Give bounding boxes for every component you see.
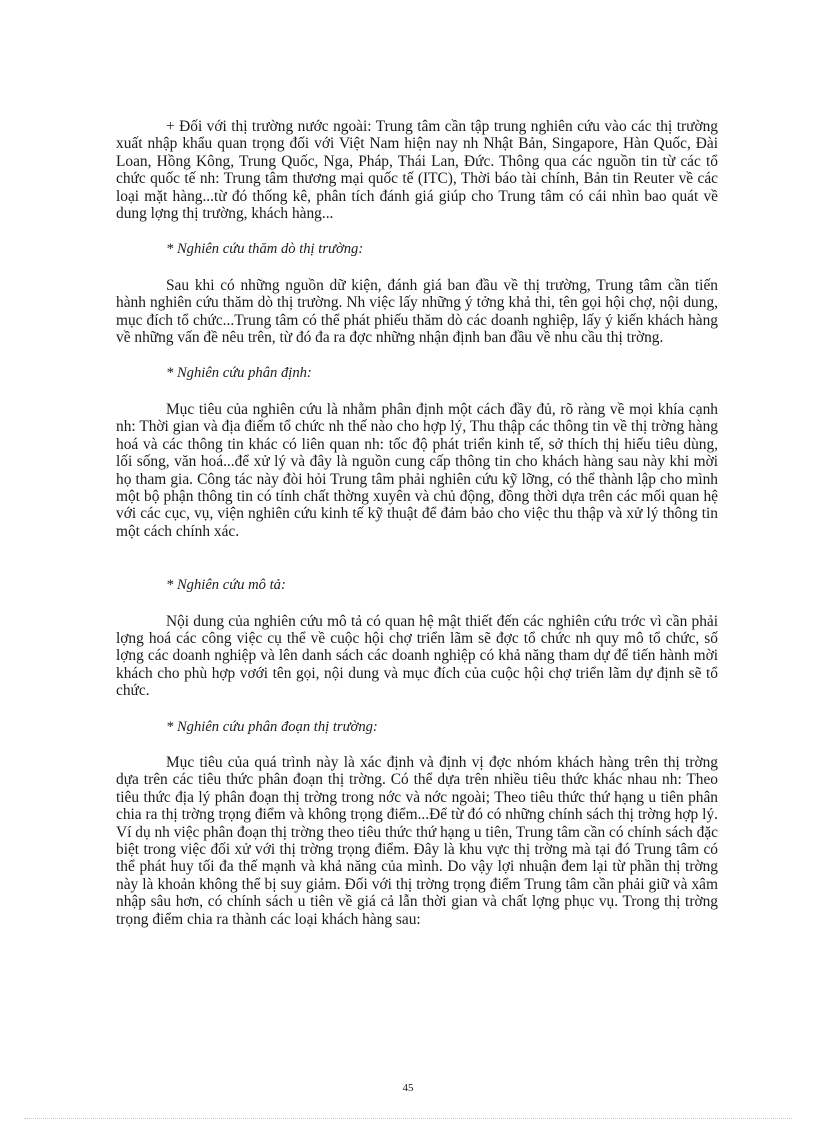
heading-definition-research: * Nghiên cứu phân định:	[166, 365, 312, 382]
bottom-dotted-rule	[24, 1118, 792, 1119]
paragraph-exploratory-research: Sau khi có những nguồn dữ kiện, đánh giá ban đầu về thị trường, Trung tâm cần tiến hành nghiên cứu thăm dò thị trường. Nh việc lấy những ý tởng khả thi, tên gọi hội chợ, nội dung, mục đích tổ chức...Trung tâm có thể phát phiếu thăm dò các doanh nghiệp, lấy ý kiến khách hàng về những vấn đề nêu trên, từ đó đa ra đợc những nhận định ban đầu về nhu cầu thị trờng.	[116, 276, 718, 347]
heading-segmentation-research: * Nghiên cứu phân đoạn thị trường:	[166, 718, 378, 735]
paragraph-segmentation-research: Mục tiêu của quá trình này là xác định và định vị đợc nhóm khách hàng trên thị trờng dựa trên các tiêu thức phân đoạn thị trờng. Có thể dựa trên nhiều tiêu thức khác nhau nh: Theo tiêu thức địa lý phân đoạn thị trờng trong nớc và nớc ngoài; Theo tiêu thức thứ hạng u tiên phân chia ra thị trờng trọng điểm và không trọng điểm...Để từ đó có những chính sách thị trờng hợp lý. Ví dụ nh việc phân đoạn thị trờng theo tiêu thức thứ hạng u tiên, Trung tâm cần có chính sách đặc biệt trong việc đối xử với thị trờng trọng điểm. Đây là khu vực thị trờng mà tại đó Trung tâm có thể phát huy tối đa thế mạnh và khả năng của mình. Do vậy lợi nhuận đem lại từ phần thị trờng này là khoản không thể bị suy giảm. Đối với thị trờng trọng điểm Trung tâm cần phải giữ và xâm nhập sâu hơn, có chính sách u tiên về giá cả lẫn thời gian và chất lợng phục vụ. Trong thị trờng trọng điểm chia ra thành các loại khách hàng sau:	[116, 753, 718, 928]
heading-descriptive-research: * Nghiên cứu mô tả:	[166, 577, 286, 594]
page-number: 45	[402, 1082, 414, 1094]
heading-exploratory-research: * Nghiên cứu thăm dò thị trường:	[166, 241, 364, 258]
spacer	[116, 540, 718, 558]
paragraph-definition-research: Mục tiêu của nghiên cứu là nhằm phân định một cách đầy đủ, rõ ràng về mọi khía cạnh nh: Thời gian và địa điểm tổ chức nh thế nào cho hợp lý, Thu thập các thông tin về thị trờng hàng hoá và các thông tin khác có liên quan nh: tốc độ phát triển kinh tế, sở thích thị hiếu tiêu dùng, lối sống, văn hoá...để xử lý và đây là nguồn cung cấp thông tin cho khách hàng sau này khi mời họ tham gia. Công tác này đòi hỏi Trung tâm phải nghiên cứu kỹ lỡng, có thể thành lập cho mình một bộ phận thông tin có tính chất thờng xuyên và chủ động, đồng thời dựa trên các mối quan hệ với các cục, vụ, viện nghiên cứu kinh tế kỹ thuật để đảm bảo cho việc thu thập và xử lý thông tin một cách chính xác.	[116, 400, 718, 540]
page-body	[116, 118, 718, 928]
paragraph-descriptive-research: Nội dung của nghiên cứu mô tả có quan hệ mật thiết đến các nghiên cứu trớc vì cần phải lợng hoá các công việc cụ thể về cuộc hội chợ triển lãm sẽ đợc tổ chức nh quy mô tổ chức, số lợng các doanh nghiệp và lên danh sách các doanh nghiệp có khả năng tham dự để tiến hành mời khách cho phù hợp vơới tên gọi, nội dung và mục đích của cuộc hội chợ triển lãm dự định sẽ tổ chức.	[116, 612, 718, 700]
paragraph-foreign-markets: + Đối với thị trường nước ngoài: Trung tâm cần tập trung nghiên cứu vào các thị trường xuất nhập khẩu quan trọng đối với Việt Nam hiện nay nh Nhật Bản, Singapore, Hàn Quốc, Đài Loan, Hồng Kông, Trung Quốc, Nga, Pháp, Thái Lan, Đức. Thông qua các nguồn tin từ các tổ chức quốc tế nh: Trung tâm thương mại quốc tế (ITC), Thời báo tài chính, Bản tin Reuter về các loại mặt hàng...từ đó thống kê, phân tích đánh giá giúp cho Trung tâm có cái nhìn bao quát về dung lợng thị trường, khách hàng...	[116, 118, 718, 223]
